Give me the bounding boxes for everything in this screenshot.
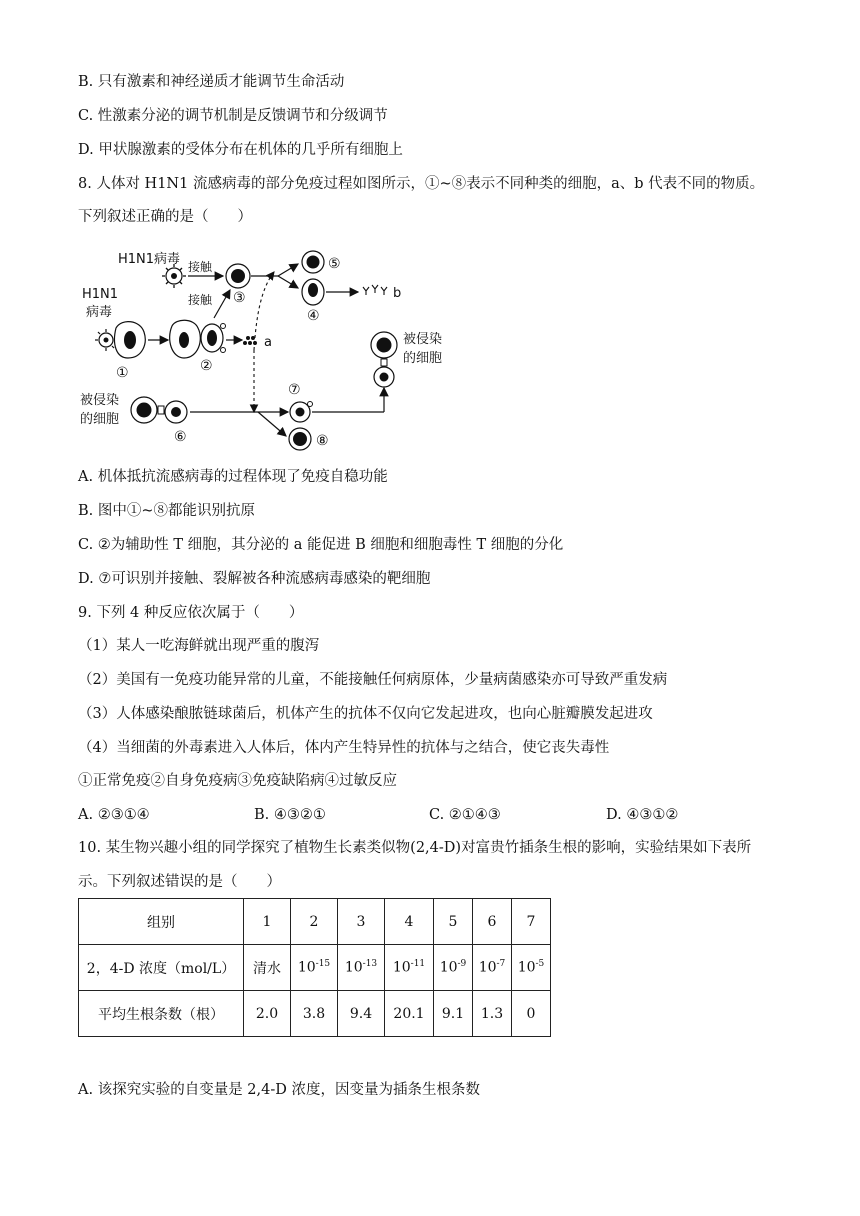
virus-left-label-1: H1N1 bbox=[82, 287, 119, 302]
question-8-stem-cont: 下列叙述正确的是（ ） bbox=[78, 209, 252, 225]
infected-left-label-2: 的细胞 bbox=[80, 412, 120, 427]
conc-exponent: -5 bbox=[535, 959, 545, 970]
q9-item-3: （3）人体感染酿脓链球菌后，机体产生的抗体不仅向它发起进攻，也向心脏瓣膜发起进攻 bbox=[78, 706, 653, 722]
question-8-stem: 8. 人体对 H1N1 流感病毒的部分免疫过程如图所示，①~⑧表示不同种类的细胞，a、b 代表不同的物质。 bbox=[78, 176, 765, 192]
conc-base: 10 bbox=[439, 959, 458, 976]
table-cell: 4 bbox=[385, 899, 434, 945]
table-cell: 6 bbox=[473, 899, 512, 945]
conc-base: 10 bbox=[478, 959, 497, 976]
infected-right-label-1: 被侵染 bbox=[403, 332, 443, 347]
table-cell bbox=[473, 945, 512, 991]
conc-exponent: -15 bbox=[315, 959, 331, 970]
substance-b-label: b bbox=[393, 286, 402, 301]
table-cell bbox=[385, 945, 434, 991]
q8-option-b: B. 图中①~⑧都能识别抗原 bbox=[78, 503, 256, 519]
cell-7 bbox=[290, 402, 313, 423]
table-cell: 9.4 bbox=[338, 991, 385, 1037]
table-row bbox=[79, 991, 551, 1037]
q9-item-2: （2）美国有一免疫功能异常的儿童，不能接触任何病原体，少量病菌感染亦可导致严重发病 bbox=[78, 672, 668, 688]
cell-8 bbox=[289, 428, 311, 450]
q8-option-a: A. 机体抵抗流感病毒的过程体现了免疫自稳功能 bbox=[78, 469, 388, 485]
conc-base: 10 bbox=[517, 959, 536, 976]
q9-item-4: （4）当细菌的外毒素进入人体后，体内产生特异性的抗体与之结合，使它丧失毒性 bbox=[78, 740, 610, 756]
cell-7-contact bbox=[374, 359, 394, 387]
table-cell: 1.3 bbox=[473, 991, 512, 1037]
table-cell: 5 bbox=[434, 899, 473, 945]
q8-option-c: C. ②为辅助性 T 细胞，其分泌的 a 能促进 B 细胞和细胞毒性 T 细胞的分化 bbox=[78, 537, 564, 553]
substance-a-label: a bbox=[264, 335, 272, 350]
option-c-line: C. 性激素分泌的调节机制是反馈调节和分级调节 bbox=[78, 108, 388, 124]
table-cell: 2，4-D 浓度（mol/L） bbox=[79, 945, 244, 991]
table-cell bbox=[338, 945, 385, 991]
conc-exponent: -13 bbox=[362, 959, 378, 970]
antibody-icon bbox=[363, 285, 387, 295]
conc-base: 10 bbox=[297, 959, 316, 976]
cell-1-label: ① bbox=[116, 365, 129, 381]
infected-left-label-1: 被侵染 bbox=[80, 393, 120, 408]
cell-5 bbox=[302, 251, 324, 273]
table-row bbox=[79, 945, 551, 991]
table-cell bbox=[512, 945, 551, 991]
cell-4 bbox=[302, 279, 324, 305]
cell-8-label: ⑧ bbox=[316, 433, 329, 449]
cell-1 bbox=[115, 322, 146, 358]
immune-process-figure bbox=[78, 240, 458, 455]
contact-label-2: 接触 bbox=[188, 293, 213, 307]
table-cell: 3 bbox=[338, 899, 385, 945]
table-cell: 0 bbox=[512, 991, 551, 1037]
cell-5-label: ⑤ bbox=[328, 256, 341, 272]
question-9-stem: 9. 下列 4 种反应依次属于（ ） bbox=[78, 605, 304, 621]
table-cell bbox=[291, 945, 338, 991]
infected-cell-right bbox=[371, 332, 397, 358]
virus-left-label-2: 病毒 bbox=[86, 305, 113, 320]
question-10-stem: 10. 某生物兴趣小组的同学探究了植物生长素类似物(2,4-D)对富贵竹插条生根的影响，实验结果如下表所 bbox=[78, 840, 752, 856]
q10-option-a: A. 该探究实验的自变量是 2,4-D 浓度，因变量为插条生根条数 bbox=[78, 1082, 480, 1098]
table-cell: 9.1 bbox=[434, 991, 473, 1037]
virus-top-label: H1N1病毒 bbox=[118, 252, 181, 267]
q9-key: ①正常免疫②自身免疫病③免疫缺陷病④过敏反应 bbox=[78, 773, 397, 789]
option-b-line: B. 只有激素和神经递质才能调节生命活动 bbox=[78, 74, 345, 90]
results-table bbox=[78, 898, 551, 1037]
option-d-line: D. 甲状腺激素的受体分布在机体的几乎所有细胞上 bbox=[78, 142, 403, 158]
table-row bbox=[79, 899, 551, 945]
q9-option-b: B. ④③②① bbox=[254, 807, 326, 823]
q9-option-a: A. ②③①④ bbox=[78, 807, 150, 823]
question-10-stem-cont: 示。下列叙述错误的是（ ） bbox=[78, 874, 281, 890]
q9-option-d: D. ④③①② bbox=[606, 807, 679, 823]
cell-6 bbox=[158, 401, 187, 423]
q9-options bbox=[78, 805, 778, 825]
cell-2-label: ② bbox=[200, 358, 213, 374]
infected-cell-left bbox=[131, 397, 157, 423]
contact-label-1: 接触 bbox=[188, 260, 213, 274]
table-cell: 2.0 bbox=[244, 991, 291, 1037]
infected-right-label-2: 的细胞 bbox=[403, 351, 443, 366]
table-cell: 7 bbox=[512, 899, 551, 945]
conc-exponent: -7 bbox=[496, 959, 506, 970]
macrophage bbox=[170, 320, 201, 358]
q9-option-c: C. ②①④③ bbox=[429, 807, 501, 823]
conc-base: 10 bbox=[344, 959, 363, 976]
table-cell bbox=[244, 945, 291, 991]
cell-3-label: ③ bbox=[233, 290, 246, 306]
table-cell: 1 bbox=[244, 899, 291, 945]
conc-exponent: -11 bbox=[410, 959, 426, 970]
conc-base: 清水 bbox=[253, 960, 281, 977]
table-cell: 2 bbox=[291, 899, 338, 945]
conc-exponent: -9 bbox=[457, 959, 467, 970]
conc-base: 10 bbox=[392, 959, 411, 976]
table-cell: 20.1 bbox=[385, 991, 434, 1037]
virus-left-icon bbox=[95, 329, 117, 351]
cell-3 bbox=[226, 264, 250, 288]
table-cell: 组别 bbox=[79, 899, 244, 945]
virus-top-icon bbox=[162, 264, 186, 288]
q8-option-d: D. ⑦可识别并接触、裂解被各种流感病毒感染的靶细胞 bbox=[78, 571, 431, 587]
table-cell: 3.8 bbox=[291, 991, 338, 1037]
cell-6-label: ⑥ bbox=[174, 429, 187, 445]
cell-4-label: ④ bbox=[307, 308, 320, 324]
cell-2 bbox=[201, 324, 226, 353]
table-cell bbox=[434, 945, 473, 991]
cell-7-label: ⑦ bbox=[288, 382, 301, 398]
q9-item-1: （1）某人一吃海鲜就出现严重的腹泻 bbox=[78, 638, 320, 654]
table-cell: 平均生根条数（根） bbox=[79, 991, 244, 1037]
